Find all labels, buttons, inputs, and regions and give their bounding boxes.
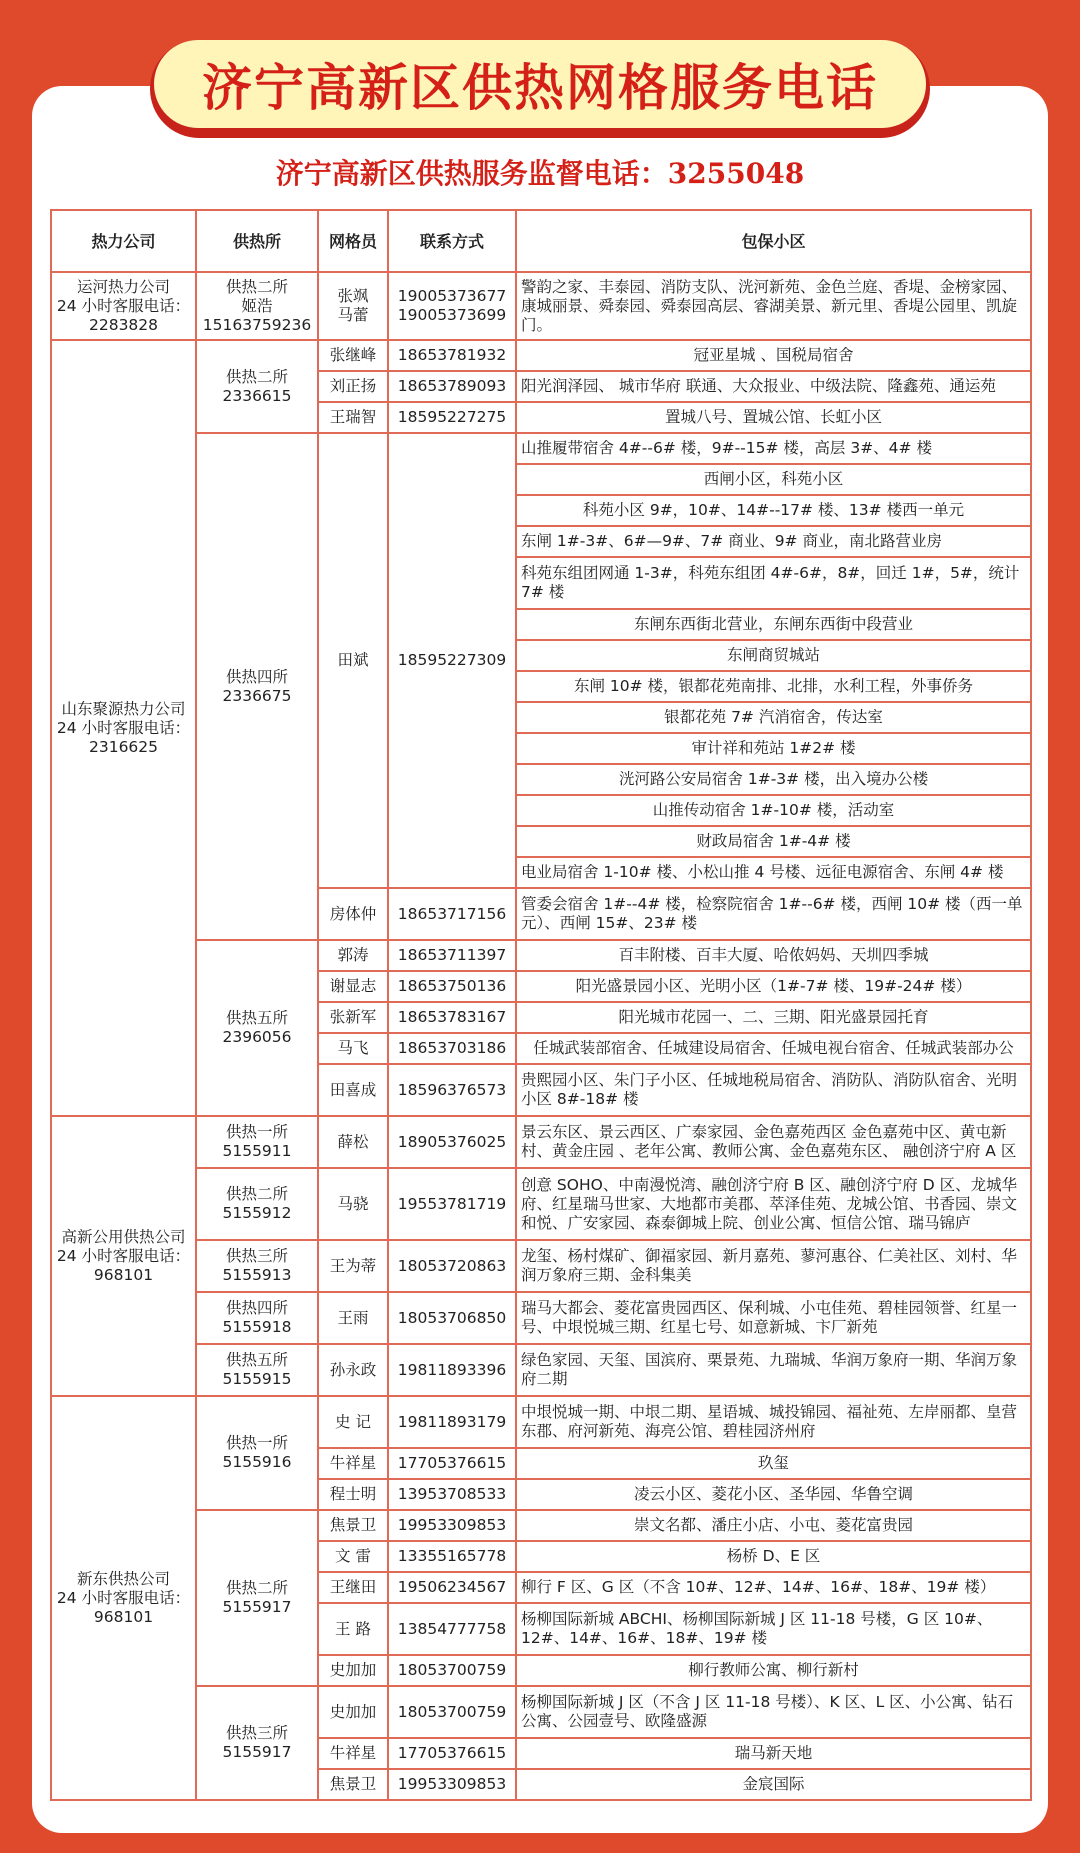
area-cell: 财政局宿舍 1#-4# 楼 xyxy=(516,826,1031,857)
area-cell: 杨柳国际新城 ABCHI、杨柳国际新城 J 区 11-18 号楼，G 区 10#、12#、14#、16#、18#、19# 楼 xyxy=(516,1603,1031,1655)
worker-cell: 马飞 xyxy=(318,1033,388,1064)
worker-cell: 史加加 xyxy=(318,1686,388,1738)
table-header-row xyxy=(51,210,1031,272)
worker-cell: 房体仲 xyxy=(318,888,388,940)
service-table xyxy=(50,209,1032,1801)
worker-cell: 史 记 xyxy=(318,1396,388,1448)
worker-cell: 田斌 xyxy=(318,433,388,888)
table-body xyxy=(51,272,1031,1800)
phone-cell: 18653711397 xyxy=(388,940,516,971)
worker-cell: 张新军 xyxy=(318,1002,388,1033)
phone-cell: 18595227275 xyxy=(388,402,516,433)
phone-cell: 18596376573 xyxy=(388,1064,516,1116)
table-row xyxy=(51,1240,1031,1292)
worker-cell: 王瑞智 xyxy=(318,402,388,433)
worker-cell: 王雨 xyxy=(318,1292,388,1344)
area-cell: 玖玺 xyxy=(516,1448,1031,1479)
phone-cell: 19811893396 xyxy=(388,1344,516,1396)
phone-cell: 18653781932 xyxy=(388,340,516,371)
table-row xyxy=(51,940,1031,971)
table-row xyxy=(51,340,1031,371)
phone-cell: 18905376025 xyxy=(388,1116,516,1168)
area-cell: 杨桥 D、E 区 xyxy=(516,1541,1031,1572)
worker-cell: 张继峰 xyxy=(318,340,388,371)
area-cell: 瑞马大都会、菱花富贵园西区、保利城、小屯佳苑、碧桂园领誉、红星一号、中垠悦城三期、红星七号、如意新城、卞厂新苑 xyxy=(516,1292,1031,1344)
phone-cell: 18053706850 xyxy=(388,1292,516,1344)
area-cell: 龙玺、杨村煤矿、御福家园、新月嘉苑、蓼河惠谷、仁美社区、刘村、华润万象府三期、金科集美 xyxy=(516,1240,1031,1292)
area-cell: 阳光盛景园小区、光明小区（1#-7# 楼、19#-24# 楼） xyxy=(516,971,1031,1002)
header-contact: 联系方式 xyxy=(388,210,516,272)
header-company: 热力公司 xyxy=(51,210,196,272)
phone-cell: 19005373677 19005373699 xyxy=(388,272,516,340)
phone-cell: 13355165778 xyxy=(388,1541,516,1572)
area-cell: 杨柳国际新城 J 区（不含 J 区 11-18 号楼）、K 区、L 区、小公寓、钻石公寓、公园壹号、欧隆盛源 xyxy=(516,1686,1031,1738)
area-cell: 景云东区、景云西区、广泰家园、金色嘉苑西区 金色嘉苑中区、黄屯新村、黄金庄园 、老年公寓、教师公寓、金色嘉苑东区、 融创济宁府 A 区 xyxy=(516,1116,1031,1168)
worker-cell: 郭涛 xyxy=(318,940,388,971)
station-cell: 供热二所 姬浩 15163759236 xyxy=(196,272,318,340)
station-cell: 供热四所 5155918 xyxy=(196,1292,318,1344)
phone-cell: 17705376615 xyxy=(388,1448,516,1479)
worker-cell: 文 雷 xyxy=(318,1541,388,1572)
title-banner xyxy=(154,40,926,128)
area-cell: 创意 SOHO、中南漫悦湾、融创济宁府 B 区、融创济宁府 D 区、龙城华府、红星瑞马世家、大地都市美郡、萃泽佳苑、龙城公馆、书香园、崇文和悦、广安家园、森泰御城上院、创业公寓、恒信公馆、瑞马锦庐 xyxy=(516,1168,1031,1240)
phone-cell: 17705376615 xyxy=(388,1738,516,1769)
area-cell: 凌云小区、菱花小区、圣华园、华鲁空调 xyxy=(516,1479,1031,1510)
area-cell: 银都花苑 7# 汽消宿舍，传达室 xyxy=(516,702,1031,733)
area-cell: 柳行教师公寓、柳行新村 xyxy=(516,1655,1031,1686)
phone-cell: 13854777758 xyxy=(388,1603,516,1655)
area-cell: 科苑东组团网通 1-3#，科苑东组团 4#-6#，8#，回迁 1#，5#，统计 7# 楼 xyxy=(516,557,1031,609)
worker-cell: 刘正扬 xyxy=(318,371,388,402)
worker-cell: 王 路 xyxy=(318,1603,388,1655)
worker-cell: 王为蒂 xyxy=(318,1240,388,1292)
phone-cell: 18653783167 xyxy=(388,1002,516,1033)
area-cell: 东闸商贸城站 xyxy=(516,640,1031,671)
phone-cell: 18653789093 xyxy=(388,371,516,402)
station-cell: 供热四所 2336675 xyxy=(196,433,318,940)
worker-cell: 焦景卫 xyxy=(318,1510,388,1541)
phone-cell: 19506234567 xyxy=(388,1572,516,1603)
area-cell: 瑞马新天地 xyxy=(516,1738,1031,1769)
phone-cell: 18053700759 xyxy=(388,1686,516,1738)
phone-cell: 19553781719 xyxy=(388,1168,516,1240)
table-row xyxy=(51,1168,1031,1240)
area-cell: 阳光城市花园一、二、三期、阳光盛景园托育 xyxy=(516,1002,1031,1033)
worker-cell: 谢显志 xyxy=(318,971,388,1002)
area-cell: 贵熙园小区、朱门子小区、任城地税局宿舍、消防队、消防队宿舍、光明小区 8#-18# 楼 xyxy=(516,1064,1031,1116)
station-cell: 供热五所 5155915 xyxy=(196,1344,318,1396)
header-area: 包保小区 xyxy=(516,210,1031,272)
table-row xyxy=(51,1292,1031,1344)
worker-cell: 史加加 xyxy=(318,1655,388,1686)
supervision-hotline: 济宁高新区供热服务监督电话：3255048 xyxy=(275,157,805,190)
area-cell: 电业局宿舍 1-10# 楼、小松山推 4 号楼、远征电源宿舍、东闸 4# 楼 xyxy=(516,857,1031,888)
station-cell: 供热三所 5155913 xyxy=(196,1240,318,1292)
phone-cell: 13953708533 xyxy=(388,1479,516,1510)
table-row xyxy=(51,1116,1031,1168)
area-cell: 绿色家园、天玺、国滨府、栗景苑、九瑞城、华润万象府一期、华润万象府二期 xyxy=(516,1344,1031,1396)
phone-cell: 18653717156 xyxy=(388,888,516,940)
worker-cell: 牛祥星 xyxy=(318,1738,388,1769)
worker-cell: 焦景卫 xyxy=(318,1769,388,1800)
area-cell: 百丰附楼、百丰大厦、哈侬妈妈、天圳四季城 xyxy=(516,940,1031,971)
area-cell: 山推履带宿舍 4#--6# 楼，9#--15# 楼，高层 3#、4# 楼 xyxy=(516,433,1031,464)
table-row xyxy=(51,433,1031,464)
station-cell: 供热五所 2396056 xyxy=(196,940,318,1116)
phone-cell: 18653703186 xyxy=(388,1033,516,1064)
area-cell: 冠亚星城 、国税局宿舍 xyxy=(516,340,1031,371)
worker-cell: 薛松 xyxy=(318,1116,388,1168)
station-cell: 供热一所 5155916 xyxy=(196,1396,318,1510)
company-cell: 山东聚源热力公司 24 小时客服电话： 2316625 xyxy=(51,340,196,1116)
phone-cell: 18053720863 xyxy=(388,1240,516,1292)
area-cell: 崇文名都、潘庄小店、小屯、菱花富贵园 xyxy=(516,1510,1031,1541)
company-cell: 运河热力公司 24 小时客服电话： 2283828 xyxy=(51,272,196,340)
phone-cell: 18653750136 xyxy=(388,971,516,1002)
area-cell: 柳行 F 区、G 区（不含 10#、12#、14#、16#、18#、19# 楼） xyxy=(516,1572,1031,1603)
area-cell: 阳光润泽园、 城市华府 联通、大众报业、中级法院、隆鑫苑、通运苑 xyxy=(516,371,1031,402)
area-cell: 审计祥和苑站 1#2# 楼 xyxy=(516,733,1031,764)
table-row xyxy=(51,1344,1031,1396)
table-row xyxy=(51,1510,1031,1541)
phone-cell: 18053700759 xyxy=(388,1655,516,1686)
station-cell: 供热三所 5155917 xyxy=(196,1686,318,1800)
area-cell: 金宸国际 xyxy=(516,1769,1031,1800)
station-cell: 供热二所 5155917 xyxy=(196,1510,318,1686)
phone-cell: 18595227309 xyxy=(388,433,516,888)
area-cell: 山推传动宿舍 1#-10# 楼，活动室 xyxy=(516,795,1031,826)
phone-cell: 19953309853 xyxy=(388,1510,516,1541)
area-cell: 中垠悦城一期、中垠二期、星语城、城投锦园、福祉苑、左岸丽都、皇营东郡、府河新苑、海亮公馆、碧桂园济州府 xyxy=(516,1396,1031,1448)
area-cell: 管委会宿舍 1#--4# 楼，检察院宿舍 1#--6# 楼，西闸 10# 楼（西一单元）、西闸 15#、23# 楼 xyxy=(516,888,1031,940)
company-cell: 新东供热公司 24 小时客服电话： 968101 xyxy=(51,1396,196,1800)
area-cell: 置城八号、置城公馆、长虹小区 xyxy=(516,402,1031,433)
worker-cell: 孙永政 xyxy=(318,1344,388,1396)
worker-cell: 牛祥星 xyxy=(318,1448,388,1479)
area-cell: 西闸小区，科苑小区 xyxy=(516,464,1031,495)
header-station: 供热所 xyxy=(196,210,318,272)
station-cell: 供热二所 2336615 xyxy=(196,340,318,433)
worker-cell: 田喜成 xyxy=(318,1064,388,1116)
station-cell: 供热二所 5155912 xyxy=(196,1168,318,1240)
worker-cell: 程士明 xyxy=(318,1479,388,1510)
phone-cell: 19811893179 xyxy=(388,1396,516,1448)
table-row xyxy=(51,1686,1031,1738)
table-row xyxy=(51,1396,1031,1448)
area-cell: 东闸东西街北营业，东闸东西街中段营业 xyxy=(516,609,1031,640)
area-cell: 任城武装部宿舍、任城建设局宿舍、任城电视台宿舍、任城武装部办公 xyxy=(516,1033,1031,1064)
phone-cell: 19953309853 xyxy=(388,1769,516,1800)
company-cell: 高新公用供热公司 24 小时客服电话： 968101 xyxy=(51,1116,196,1396)
area-cell: 东闸 1#-3#、6#—9#、7# 商业、9# 商业，南北路营业房 xyxy=(516,526,1031,557)
worker-cell: 张飒 马蕾 xyxy=(318,272,388,340)
page-title: 济宁高新区供热网格服务电话 xyxy=(202,58,878,117)
area-cell: 洸河路公安局宿舍 1#-3# 楼，出入境办公楼 xyxy=(516,764,1031,795)
table-row xyxy=(51,272,1031,340)
header-worker: 网格员 xyxy=(318,210,388,272)
worker-cell: 马骁 xyxy=(318,1168,388,1240)
area-cell: 警韵之家、丰泰园、消防支队、洸河新苑、金色兰庭、香堤、金榜家园、康城丽景、舜泰园、舜泰园高层、睿湖美景、新元里、香堤公园里、凯旋门。 xyxy=(516,272,1031,340)
station-cell: 供热一所 5155911 xyxy=(196,1116,318,1168)
worker-cell: 王继田 xyxy=(318,1572,388,1603)
area-cell: 东闸 10# 楼，银都花苑南排、北排，水利工程，外事侨务 xyxy=(516,671,1031,702)
area-cell: 科苑小区 9#，10#、14#--17# 楼、13# 楼西一单元 xyxy=(516,495,1031,526)
